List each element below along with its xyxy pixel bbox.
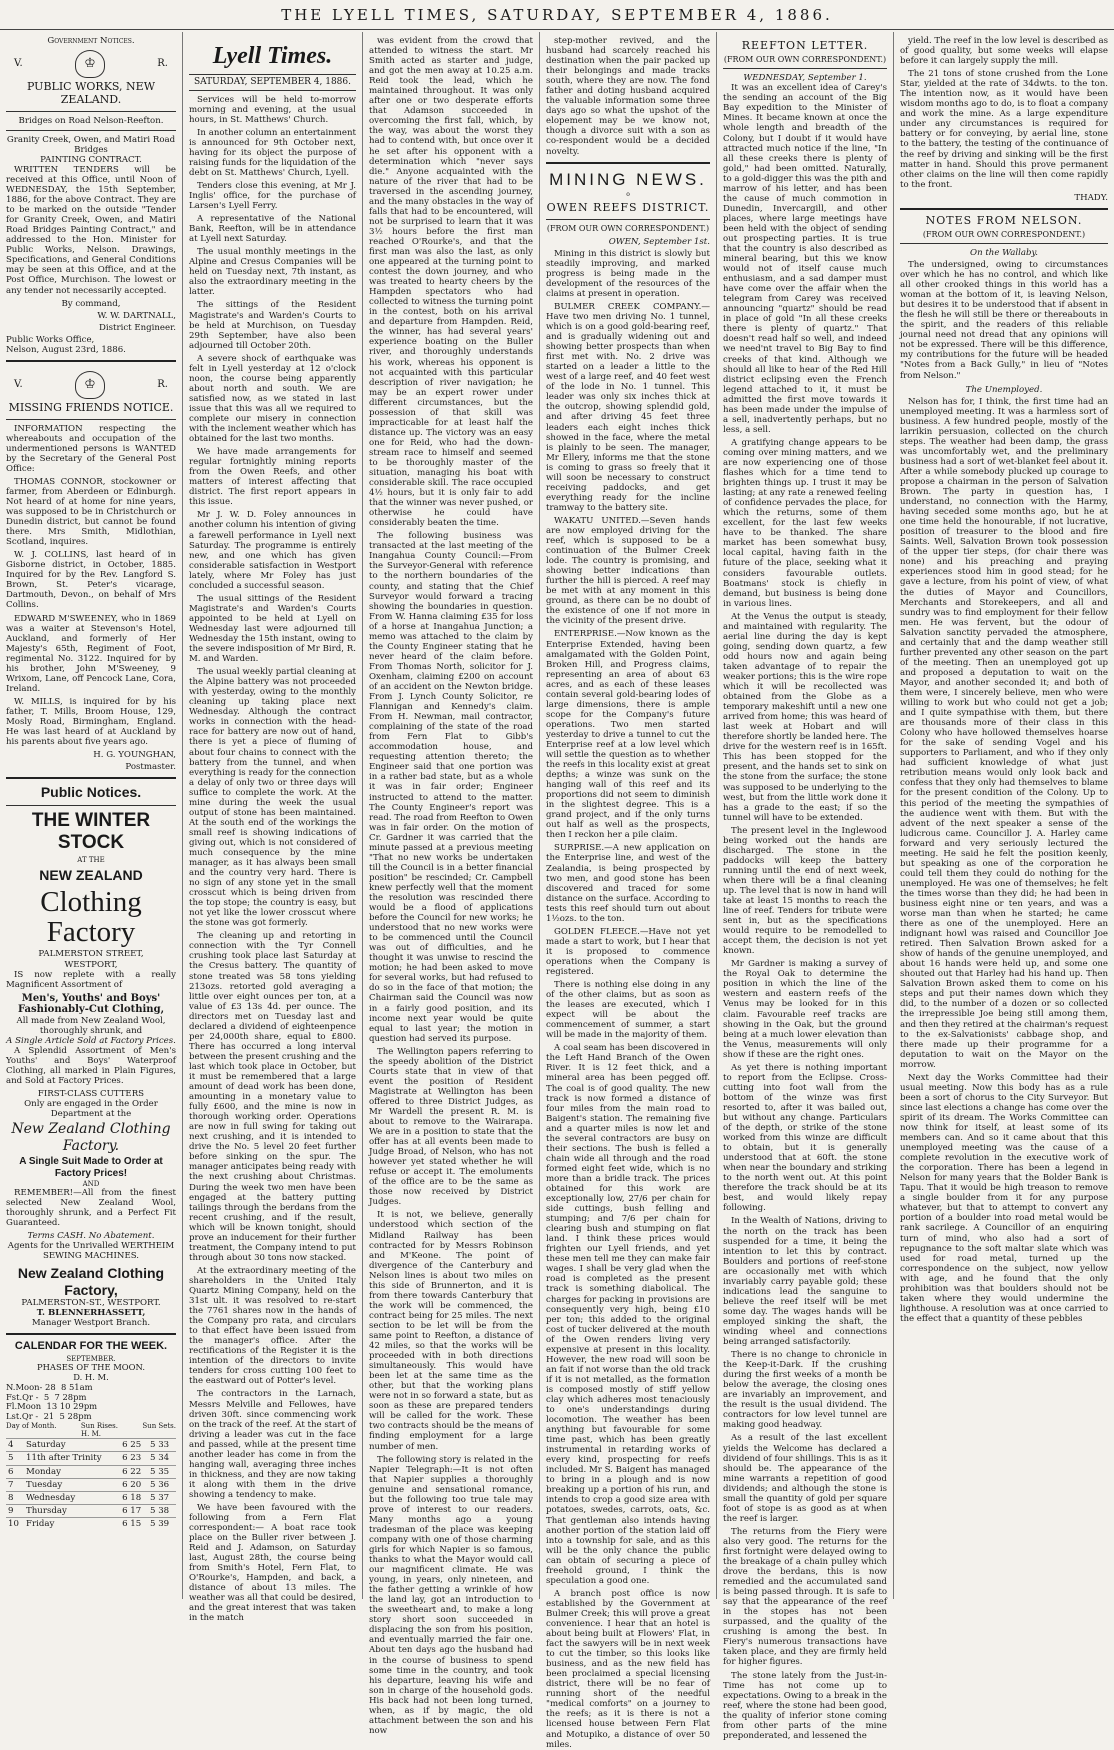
cal-col-rise: Sun Rises. <box>80 1422 118 1431</box>
ws-town: WESTPORT, <box>64 959 118 970</box>
col2-paragraph: The sittings of the Resident Magistrate's and Warden's Courts to be held at Murchison, on Tuesday 29th September, have also been adjourned till October 20th. <box>189 300 356 351</box>
ws-cf2: New Zealand Clothing Factory, <box>17 1265 165 1298</box>
crest-v: V. <box>14 58 23 70</box>
nelson-notes-title: NOTES FROM NELSON. <box>925 213 1083 227</box>
col4-top-paragraph: step-mother revived, and the husband had scarcely reached his destination when the pair packed up their belongings and made tracks south, where they are now. The fond father and doting husband acquired the valuable information some three days ago so what the upshot of the elopement may be we know not, though a divorce suit with a son as co-respondent would be a decided novelty. <box>546 36 710 157</box>
col6-unemployed-paragraph: Next day the Works Committee had their usual meeting. Now this body has as a rule been a sort of chorus to the City Surveyor. But since last elections a change has come over the spirit of its dream. The Works Committee can now think for itself, at least some of its members can. And so it came about that this unemployed meeting was the cause of a complete revolution in the executive work of the corporation. There has been a legend in Nelson for many years that the Bolder Bank is Tapu. That it would be high treason to remove a single boulder from it for any purpose whatever, but that to attempt to convert any portion of a boulder into road metal would be rank sacrilege. A Councillor of an enquiring turn of mind, who also had a sort of repugnance to the soft maltar slate which was used for road metal, turned up the correspondence on the subject, now yellow with age, and he found that the only prohibition was that boulders should not be taken where they would undermine the lighthouse. A resolution was at once carried to the effect that a quantity of these pebbles <box>900 1072 1108 1324</box>
cal-rise: 6 18 <box>120 1491 148 1504</box>
col5-paragraph: It was an excellent idea of Carey's the sending an account of the Big Bay expedition to the Minister of Mines. It became known at once the whole length and breadth of the Colony, but I doubt if it would have attracted much notice if the line, "In all these creeks there is plenty of gold," had been omitted. Naturally, to a gold-digger this was the pith and marrow of his letter, and has been the cause of much commotion in Dunedin, Invercargill, and other places, where large meetings have been held with the object of sending out prospecting parties. It is true that the country is also described as mineral bearing, but this we know would not of itself cause much enthusiasm, and a sad damper must have come over the affair when the telegram from Carey was received announcing "quartz" should be read in place of gold "In all these creeks there is plenty of quartz." That doesn't read half so well, and indeed we need'nt travel to Big Bay to find creeks of that kind. Although we should all like to hear of the Red Hill district eclipsing even the French legend attached to it, it must be admitted the first move towards it has been made under the impulse of a sell, inadvertently perhaps, but no less, a sell. <box>723 83 887 435</box>
cal-day: 5 <box>6 1452 24 1465</box>
pw-role: District Engineer. <box>98 322 176 333</box>
pw-name: W. W. DARTNALL, <box>97 310 176 321</box>
col6-paragraphs-1 <box>900 260 1108 381</box>
calendar-col-heads <box>6 1422 176 1430</box>
col2-paragraph: The usual sittings of the Resident Magistrate's and Warden's Courts appointed to be held at Lyell on Wednesday last were adjourned till Wednesday the 15th instant, owing to the severe indisposition of Mr Bird, R. M. and Warden. <box>189 593 356 665</box>
mining-date: OWEN, September 1st. <box>608 236 710 247</box>
mf-entry-1: THOMAS CONNOR, stockowner or farmer, from Aberdeen or Edinburgh. Not heard of at home for nine years, was supposed to be in Christchurch or Dunedin district, but cannot be found there. Mrs Smith, Midlothian, Scotland, inquires. <box>6 476 176 548</box>
thady-signature: THADY. <box>1074 192 1108 203</box>
col2-paragraph: The usual monthly meetings in the Alpine and Cresus Companies will be held on Tuesday next, 7th instant, as also the extraordinary meeting in the latter. <box>189 247 356 298</box>
nelson-corr: (FROM OUR OWN CORRESPONDENT.) <box>922 229 1086 239</box>
cal-set: 5 33 <box>148 1439 176 1452</box>
ws-agents: Agents for the Unrivalled WERTHEIM SEWING MACHINES. <box>7 1241 175 1262</box>
ws-remember: REMEMBER!—All from the finest selected New Zealand Wool, thoroughly shrunk, and a Perfect Fit Guaranteed. <box>6 1187 176 1228</box>
cal-set: 5 34 <box>148 1452 176 1465</box>
ws-nz: NEW ZEALAND <box>39 867 143 884</box>
nelson-sub2: The Unemployed. <box>965 384 1043 395</box>
calendar-month: SEPTEMBER. <box>66 1354 116 1363</box>
col4-top-paragraphs <box>546 36 710 157</box>
royal-crest-row <box>6 46 176 78</box>
col5-paragraph: As yet there is nothing important to report from the Eclipse. Cross-cutting into foot wall from the bottom of the winze was first resorted to, after it was bailed out, but without any change. Particulars of the depth, or strike of the stone worked from this winze are difficult to obtain, but it is generally understood that at 60ft. the stone when near the boundary and striking to the north went out. At this point therefore the track should be at its best, and would likely repay following. <box>723 1062 887 1214</box>
col4-paragraph: ENTERPRISE.—Now known as the Enterprise Extended, having been amalgamated with the Golden Point, Broken Hill, and Progress claims, representing an area of about 63 acres, and as each of these leases contain several gold-bearing lodes of large dimensions, there is ample scope for the Company's future operations. Two men started yesterday to drive a tunnel to cut the Enterprise reef at a low level which will settle the question as to whether the reefs in this locality exist at great depths; a winze was sunk on the hanging wall of this reef and its proportions did not seem to diminish in the slightest degree. This is a grand project, and if the only turns out half as well as the prospects, then I reckon her a pile claim. <box>546 629 710 841</box>
col5-paragraph: Mr Gardner is making a survey of the Royal Oak to determine the position in which the line of the western and eastern reefs of the Venus may be looked for in this claim. Favourable reef tracks are showing in the Oak, but the ground being at a much lower elevation than the Venus, measurements will only show if these are the right ones. <box>723 959 887 1060</box>
pw-date: Nelson, August 23rd, 1886. <box>6 344 126 355</box>
col2-paragraph: We have made arrangements for regular fortnightly mining reports from the Owen Reefs, and other matters of interest affecting that district. The first report appears in this issue. <box>189 447 356 508</box>
mf-entry-4: W. MILLS, is inquired for by his father, T. Mills, Broom House, 129, Mosly Road, Birmingham, England. He was last heard of at Auckland by his parents about five years ago. <box>6 696 176 748</box>
calendar-row <box>6 1491 176 1504</box>
page-masthead: THE LYELL TIMES, SATURDAY, SEPTEMBER 4, 1886. <box>0 0 1114 30</box>
column-2 <box>182 32 362 1624</box>
ws-at: AT THE <box>77 856 105 865</box>
cal-rise: 6 23 <box>120 1452 148 1465</box>
cal-day: 10 <box>6 1517 24 1530</box>
cal-dayname: Friday <box>24 1517 120 1530</box>
ws-title: THE WINTER STOCK <box>31 809 151 853</box>
ws-made: All made from New Zealand Wool, thoroughly shrunk, and <box>16 1016 166 1037</box>
calendar-row <box>6 1465 176 1478</box>
royal-crest-row-2 <box>6 367 176 399</box>
col4-paragraph: There is nothing else doing in any of the other claims, but as soon as the leases are executed, which I expect will be about the commencement of summer, a start will be made in the majority of them. <box>546 980 710 1041</box>
crest-v-2: V. <box>14 378 23 390</box>
col2-paragraph: The usual weekly partial cleaning at the Alpine battery was not proceeded with yesterday, owing to the monthly cleaning up taking place next Wednesday. Although the contract works in connection with the head-race for battery are now out of hand, there is yet a piece of fluming of about four chains to connect with the battery from the tunnel, and when everything is ready for the connection a delay of only two or three days will suffice to complete the work. At the mine during the week the usual output of stone has been maintained. At the south end of the workings the small reef is showing indications of giving out, which is not considered of much consequence by the mine manager, as it has always been small and the country very hard. There is no sign of any stone yet in the small crosscut which is being driven from the top stope; the country is easy, but not yet like the lower crosscut where the stone was got formerly. <box>189 667 356 929</box>
moon-phase-row: N.Moon- 28 8 51am <box>6 1381 93 1392</box>
ws-mens: Men's, Youths' and Boys' Fashionably-Cut Clothing, <box>17 992 165 1016</box>
pw-office: Public Works Office, <box>6 334 95 345</box>
public-notices-heading: Public Notices. <box>40 784 142 801</box>
cal-set: 5 39 <box>148 1517 176 1530</box>
columns <box>0 30 1114 1750</box>
calendar-row <box>6 1452 176 1465</box>
cal-dayname: 11th after Trinity <box>24 1452 120 1465</box>
ws-engaged: Only are engaged in the Order Department at the <box>24 1099 158 1120</box>
col4-paragraph: GOLDEN FLEECE.—Have not yet made a start to work, but I hear that it is proposed to commence operations when the Company is registered. <box>546 926 710 977</box>
cal-day: 9 <box>6 1504 24 1517</box>
cal-set: 5 38 <box>148 1504 176 1517</box>
col2-paragraph: Services will be held to-morrow morning and evening, at the usual hours, in St. Matthews' Church. <box>189 94 356 125</box>
col3-paragraph: The following story is related in the Napier Telegraph:—It is not often that Napier supplies a thoroughly genuine and sensational romance, but the following too true tale may prove of interest to our readers. Many months ago a young tradesman of the place was keeping company with one of those charming girls for which Napier is so famous, thanks to what the Mayor would call our magnificent climate. He was young, in years, only nineteen, and the father getting a wrinkle of how the land lay, got an introduction to the sweetheart and, to make a long story short soon succeeded in displacing the son from his position, and eventually married the fair one. About ten days ago the husband had in the course of business to spend some time in the country, and took his departure, leaving his wife and son in charge of the household gods. His back had not been long turned, when, as if by magic, the old attachment between the son and his now <box>369 1454 533 1736</box>
col2-paragraph: The cleaning up and retorting in connection with the Tyr Connell crushing took place last Saturday at the Cresus battery. The quantity of stone treated was 58 tons yielding 213ozs. retorted gold averaging a little over eight ounces per ton, at a value of £3 13s 4d. per ounce. The directors met on Tuesday last and declared a dividend of eighteenpence per 24,000th share, equal to £800. There has occurred a long interval between the present crushing and the last which took place in October, but it must be remembered that a large amount of dead work has been done, amounting in a monetary value to fully £600, and the mine is now in thorough working order. Operations are now in full swing for taking out next crushing, and it is intended to drive the No. 5 level 20 feet further before sinking on the spur. The manager anticipates being ready with the next crushing about Christmas. During the week two men have been engaged at the battery putting tailings through the berdans from the recent crushing, and if the result, which will be known tonight, should prove an inducement for their further treatment, the Company intend to put through about 30 tons now stacked. <box>189 931 356 1263</box>
mf-entry-3: EDWARD M'SWEENEY, who in 1869 was a waiter at Stevenson's Hotel, Auckland, and formerly of Her Majesty's 65th, Regiment of Foot, regimental No. 3122. Inquired for by his brother, John M'Sweeney, 9 Wrixom, Lane, off Pencock Lane, Cora, Ireland. <box>6 613 176 694</box>
cal-set: 5 35 <box>148 1465 176 1478</box>
column-6 <box>893 32 1114 1599</box>
mining-news-title: MINING NEWS. <box>549 169 707 189</box>
calendar-row <box>6 1439 176 1452</box>
cal-rise: 6 20 <box>120 1478 148 1491</box>
ws-nzcf: New Zealand Clothing Factory. <box>11 1121 171 1154</box>
cal-day: 4 <box>6 1439 24 1452</box>
royal-crest-icon-2: ♔ <box>75 371 105 399</box>
col5-paragraph: As a result of the last excellent yields the Welcome has declared a dividend of four shillings. This is as it should be. The appearance of the mine warrants a repetition of good dividends; and although the stone is small the quantity of gold per square foot of stope is as good as at when the reef is larger. <box>723 1433 887 1524</box>
mf-role: Postmaster. <box>125 762 176 773</box>
cal-set: 5 37 <box>148 1491 176 1504</box>
owen-reefs-heading: OWEN REEFS DISTRICT. <box>546 201 710 215</box>
cal-set: 5 36 <box>148 1478 176 1491</box>
reefton-corr: (FROM OUR OWN CORRESPONDENT.) <box>723 54 887 64</box>
cal-rise: 6 25 <box>120 1439 148 1452</box>
pw-title: PUBLIC WORKS, NEW ZEALAND. <box>26 80 156 106</box>
col3-paragraph: was evident from the crowd that attended to witness the start. Mr Smith acted as starter and judge, and got the men away at 10.25 a.m. Reid took the lead, which he maintained throughout. It was only after one or two desperate efforts that Adamson succeeded in overcoming the first fall, which, by the way, was about the worst they had to contend with, but once over it he set after his opponent with a determination which "never says die." Anyone acquainted with the nature of the river that had to be traversed in the ascending journey, and the many obstacles in the way of falls that had to be encountered, will not be surprised to learn that it was 3½ hours before the first man reached O'Rourke's, and that the first man was also the last, as only one appeared at the turning point to contest the down journey, and who was treated to hearty cheers by the Hampden spectators who had collected to witness the turning point in the contest, both on his arrival and departure from Hampden. Reid, the winner, has had several years' experience boating on the Buller river, and thoroughly understands his work, whereas his opponent is not acquainted with this particular description of river navigation; he may be an expert rower under different circumstances, but the possession of that skill was impracticable for at least half the distance up. The victory was an easy one for Reid, who had the down-stream race to himself and seemed to be thoroughly master of the situation, managing his boat with considerable skill. The race occupied 4½ hours, but it is only fair to add that the winner was never pushed, or otherwise he could have considerably beaten the time. <box>369 36 533 529</box>
column-4: step-mother revived, and the husband had scarcely reached his destination when the pair packed up their belongings and made tracks south, where they are now. The fond father and doting husband acquired the valuable information some three days ago so what the upshot of the elopement may be we know not, though a divorce suit with a son as co-respondent would be a decided novelty. MINING NEWS. o OWEN REEFS DISTRICT. (FROM OUR OWN CORRESPONDENT.) OWEN, September 1st. Mining in this district is slowly but steadily improving, and marked progress is being made in the development of the resources of the claims at present in operation. BULMER CREEK COMPANY.—Have two men driving No. 1 tunnel, which is on a good gold-bearing reef, and is gradually widening out and showing better prospects than when first met with. No. 2 drive was started on a leader a little to the west of a large reef, and 40 feet west of the lode in No. 1 tunnel. This leader was only six inches thick at the outcrop, showing splendid gold, and after driving 45 feet three leaders each eight inches thick showed in the face, where the metal is plainly to be seen. The manager, Mr Ellery, informs me that the stone is coming to grass so freely that it will soon be necessary to construct receiving paddocks, and get everything ready for the incline tramway to the battery site. WAKATU UNITED.—Seven hands are now employed driving for the reef, which is supposed to be a continuation of the Bulmer Creek lode. The country is promising, and showing better indications than further the hill is pierced. A reef may be met with at any moment in this ground, as there can be no doubt of the existence of one if not more in the vicinity of the present drive. ENTERPRISE.—Now known as the Enterprise Extended, having been amalgamated with the Golden Point, Broken Hill, and Progress claims, representing an area of about 63 acres, and as each of these leases contain several gold-bearing lodes of large dimensions, there is ample scope for the Company's future operations. Two men started yesterday to drive a tunnel to cut the Enterprise reef at a low level which will settle the question as to whether the reefs in this locality exist at great depths; a winze was sunk on the hanging wall of this reef and its proportions did not seem to diminish in the slightest degree. This is a grand project, and if the only turns out half as well as the prospects, then I reckon her a pile claim. SURPRISE.—A new application on the Enterprise line, and west of the Zealandia, is being prospected by two men, and good stone has been discovered and traced for some distance on the surface. According to tests this reef should turn out about 1½ozs. to the ton. GOLDEN FLEECE.—Have not yet made a start to work, but I hear that it is proposed to commence operations when the Company is registered. There is nothing else doing in any of the other claims, but as soon as the leases are executed, which I expect will be about the commencement of summer, a start will be made in the majority of them. A coal seam has been discovered in the Left Hand Branch of the Owen River. It is 12 feet thick, and a mineral area has been pegged off. The coal is of good quality. The new track is now formed a distance of four miles from the main road to Baigent's station. The remaining five and a quarter miles is now let and the several contractors are busy on their sections. The bush is felled a chain wide all through and the road formed eight feet wide, which is no more than a bridle track. The prices obtained for this work are exceptionally low, 27/6 per chain for side cuttings, bush felling and stumping; and 7/6 per chain for clearing bush and stumping on flat land. I think these prices would frighten our Lyell friends, and yet these men tell me they can make fair wages. I shall be very glad when the road is completed as the present track is something diabolical. The charges for packing in provisions are consequently very high, being £10 per ton; this added to the original cost of tucker delivered at the mouth of the Owen renders living very expensive at present in this locality. However, the new road will soon be an fait if not worse than the old track if it is not metalled, as the formation is composed mostly of stiff yellow clay which adheres most tenaciously to one's understandings during locomotion. The weather has been anything but favourable for some time past, which has been greatly instrumental in retarding works of every kind, prospecting for reefs included. Mr S. Baigent has managed to bring in a plough and is now breaking up a portion of his run, and intends to crop a good size area with potatoes, swedes, carrots, oats, &c. That gentleman also intends having another portion of the station laid off into a township for sale, and as this will be the only chance the public can obtain of securing a piece of freehold ground, I think the speculation a good one. A branch post office is now established by the Government at Bulmer Creek; this will prove a great convenience. I hear that an hotel is about being built at Flowers' Flat, in fact the sawyers will be in next week to cut the timber, so this looks like business, and as the new field has been proclaimed a special licensing district, there will be no fear of running short of the needful "medical comforts" on a journey to the reefs; as it is there is not a licensed house between Fern Flat and Motupiko, a distance of over 50 miles. <box>539 32 716 1599</box>
col2-paragraph: A severe shock of earthquake was felt in Lyell yesterday at 12 o'clock noon, the course being apparently about north and south. We are satisfied now, as we stated in last issue that this was all we required to complete our misery in connection with the inclement weather which has obtained for the last two months. <box>189 353 356 445</box>
col4-paragraph: BULMER CREEK COMPANY.—Have two men driving No. 1 tunnel, which is on a good gold-bearing reef, and is gradually widening out and showing better prospects than when first met with. No. 2 drive was started on a leader a little to the west of a large reef, and 40 feet west of the lode in No. 1 tunnel. This leader was only six inches thick at the outcrop, showing splendid gold, and after driving 45 feet three leaders each eight inches thick showed in the face, where the metal is plainly to be seen. The manager, Mr Ellery, informs me that the stone is coming to grass so freely that it will soon be necessary to construct receiving paddocks, and get everything ready for the incline tramway to the battery site. <box>546 301 710 513</box>
col4-paragraph: A branch post office is now established by the Government at Bulmer Creek; this will prove a great convenience. I hear that an hotel is about being built at Flowers' Flat, in fact the sawyers will be in next week to cut the timber, so this looks like business, and as the new field has been proclaimed a special licensing district, there will be no fear of running short of the needful "medical comforts" on a journey to the reefs; as it is there is not a licensed house between Fern Flat and Motupiko, a distance of over 50 miles. <box>546 1588 710 1750</box>
col5-paragraph: The returns from the Fiery were also very good. The returns for the first fortnight were delayed owing to the breakage of a chain pulley which drove the berdans, this is now remedied and the accumulated sand is being passed through. It is safe to say that the appearance of the reef in the stopes has not been surpassed, and the quality of the crushing is among the best. In Fiery's numerous transactions have taken place, and they are firmly held for higher figures. <box>723 1526 887 1668</box>
col6-top-paragraph: The 21 tons of stone crushed from the Lone Star, yielded at the rate of 34dwts. to the ton. The intention now, as it would have been wisdom months ago to do, is to float a company and work the mine. As a large expenditure under any circumstances is required for battery or for conveying, by aerial line, stone to the battery, the testing of the continuance of the reef by driving and sinking will be the first matter in hand. Should this prove permanent other claims on the line will then come rapidly to the front. <box>900 69 1108 190</box>
col5-paragraphs <box>723 83 887 1741</box>
cal-hm: H. M. <box>81 1430 101 1439</box>
mf-title: MISSING FRIENDS NOTICE. <box>8 400 174 414</box>
pw-sub1: Bridges on Road Nelson-Reefton. <box>18 115 164 126</box>
calendar-title: CALENDAR FOR THE WEEK. <box>14 1340 168 1353</box>
col4-paragraphs <box>546 249 710 1750</box>
newspaper-flag: Lyell Times. <box>212 43 333 69</box>
col5-paragraph: The present level in the Inglewood being worked out the hands are discharged. The stone in the paddocks will keep the battery running until the end of next week, when there will be a final cleaning up. The level that is now in hand will take at least 15 months to reach the line of reef. Tenders for tribute were sent in, but as the specifications would require to be remodelled to accept them, the decision is not yet known. <box>723 825 887 957</box>
col3-paragraph: The Wellington papers referring to the speedy abolition of the District Courts state that in view of that event the position of Resident Magistrate at Wellington has been offered to three District Judges, as Mr Wardell the present R. M. is about to remove to the Wairarapa. We are in a position to state that the offer has at all events been made to Judge Broad, of Nelson, who has not however yet stated whether he will refuse or accept it. The emoluments of the office are to be the same as those now received by District Judges. <box>369 1046 533 1208</box>
column-3 <box>362 32 539 1736</box>
moon-phase-row: Lst.Qr - 21 5 28pm <box>6 1411 92 1422</box>
cal-dayname: Monday <box>24 1465 120 1478</box>
column-1 <box>0 32 182 1599</box>
column-5 <box>716 32 893 1741</box>
col3-paragraph: It is not, we believe, generally understood which section of the Midland Railway has been contracted for by Messrs Robinson and M'Keone. The point of divergence of the Canterbury and Nelson lines is about two miles on this side of Brunnerton, and it is from there towards Canterbury that the work will be commenced, the contract being for 25 miles. The next section to be let will be from the same point to Reefton, a distance of 42 miles, so that the works will be proceeded with in both directions simultaneously. This would have been let at the same time as the other, but that the working plans were not in so forward a state, but as soon as these are prepared tenders will be called for the work. These two contracts should be the means of finding employment for a large number of men. <box>369 1210 533 1452</box>
col2-paragraph: At the extraordinary meeting of the shareholders in the United Italy Quartz Mining Company, held on the 31st ult. it was resolved to re-start the 7761 shares now in the hands of the Company pro rata, and circulars to that effect have been issued from the manager's office. After the rectifications of the Register it is the intention of the directors to invite tenders for cross cutting 100 feet to the eastward out of Potter's level. <box>189 1265 356 1387</box>
crest-r: R. <box>157 58 168 70</box>
col2-paragraph: Tenders close this evening, at Mr J. Inglis' office, for the purchase of Larsen's Lyell Ferry. <box>189 180 356 212</box>
col2-paragraph: The contractors in the Larnach, Messrs Melville and Fellowes, have driven 30ft. since commencing work on the track of the reef. At the start of driving a leader was cut in the face and passed, while at the present time another leader has come in from the hanging wall, averaging three inches in thickness, and they are now taking it along with them in the drive showing a tendency to make. <box>189 1389 356 1500</box>
col5-paragraph: There is no change to chronicle in the Keep-it-Dark. If the crushing during the first weeks of a month be below the average, the closing ones are invariably an improvement, and the result is the usual dividend. The contractors for low level tunnel are making good headway. <box>723 1350 887 1431</box>
col3-paragraph: The following business was transacted at the last meeting of the Inangahua County Council:—From the Surveyor-General with reference to the northern boundaries of the county, and stating that the Chief Surveyor would forward a tracing showing the boundaries in question. From W. Hanna claiming £35 for loss of a horse at Inangahua Junction; a memo was attached to the claim by the County Engineer stating that he never heard of the claim before. From Thomas North, solicitor for J. Oxenham, claiming £200 on account of an accident on the Newton bridge. From J. Lynch County Solicitor, re Flannigan and Kennedy's claim. From H. Newman, mail contractor, complaining of the state of the road from Fern Flat to Gibb's accommodation house, and requesting attention thereto; the Engineer said that one portion was in a rather bad state, but as a whole it was in fair order; Engineer instructed to attend to the matter. The County Engineer's report was read. The road from Reefton to Owen was in fair order. On the motion of Cr. Gardner it was carried that the minute passed at a previous meeting "That no new works be undertaken till the Council is in a better financial position" be rescinded; Cr. Campbell knew perfectly well that the moment the resolution was rescinded there would be a flood of applications before the Council for new works; he understood that no new works were to be commenced until the Council was out of difficulties, and he thought it was unwise to rescind the motion; he had been asked to move for several works, but had refused to do so in the face of that motion; the Chairman said the Council was now in a fairly good position, and its income next year would be quite equal to last year; the motion in question had served its purpose. <box>369 531 533 1044</box>
col2-paragraph: In another column an entertainment is announced for 9th October next, having for its object the purpose of raising funds for the liquidation of the debt on St. Matthews' Church, Lyell. <box>189 127 356 178</box>
cal-day: 6 <box>6 1465 24 1478</box>
col3-paragraphs <box>369 36 533 1736</box>
cal-day: 8 <box>6 1491 24 1504</box>
cal-dayname: Saturday <box>24 1439 120 1452</box>
mf-entry-2: W. J. COLLINS, last heard of in Gisborne district, in October, 1885. Inquired for by the Rev. Langford S. Brown, St. Peter's vicarage, Dartmouth, Devon., on behalf of Mrs Collins. <box>6 550 176 611</box>
ws-manager-role: Manager Westport Branch. <box>31 1317 151 1328</box>
ws-single: A Single Article Sold at Factory Prices. <box>6 1036 176 1047</box>
col5-paragraph: At the Venus the output is steady, and maintained with regularity. The aerial line during the day is kept going, sending down quartz, a few odd hours now and again being taken advantage of to repair the weaker portions; this is the wire rope which it will be recollected was obtained from the Globe as a temporary makeshift until a new one arrived from home; this was heard of last week at Hobart and will therefore shortly be landed here. The drive for the western reef is in 165ft. This has been stopped for the present, and the hands set to sink on the stone from the surface; the stone was supposed to be underlying to the west, but from the little work done it has a grade to the east; if so the tunnel will have to be extended. <box>723 611 887 823</box>
crest-r-2: R. <box>157 378 168 390</box>
ws-clothing-factory: Clothing Factory <box>40 885 142 949</box>
pw-body: WRITTEN TENDERS will be received at this Office, until Noon of WEDNESDAY, the 15th September, 1886, for the above Contract. They are to be marked on the outside "Tender for Granity Creek, Owen, and Matiri Road Bridges Painting Contract," and addressed to the Hon. Minister for Public Works, Nelson. Drawings, Specifications, and General Conditions may be seen at this Office, and at the Post Office, Murchison. The lowest or any tender not necessarily accepted. <box>6 164 176 296</box>
ws-manager: T. BLENNERHASSETT, <box>36 1307 146 1318</box>
mining-corr: (FROM OUR OWN CORRESPONDENT.) <box>546 224 710 234</box>
ws-splendid: A Splendid Assortment of Men's Youths' and Boys' Waterproof Clothing, all marked in Plain Figures, and Sold at Factory Prices. <box>6 1046 176 1087</box>
mf-body: INFORMATION respecting the whereabouts and occupation of the undermentioned persons is WANTED by the Secretary of the General Post Office: <box>6 423 176 474</box>
moon-phase-row: Fl.Moon 13 10 29pm <box>6 1401 98 1412</box>
ws-cutters: FIRST-CLASS CUTTERS <box>37 1089 145 1100</box>
col5-paragraph: The stone lately from the Just-in-Time has not come up to expectations. Owing to a break in the reef, where the stone had been good, the quality of inferior stone coming from other parts of the mine preponderated, and lessened the <box>723 1670 887 1741</box>
col2-paragraph: Mr J. W. D. Foley announces in another column his intention of giving a farewell performance in Lyell next Saturday. The programme is entirely new, and one which has given considerable satisfaction in Westport lately, where Mr Foley has just concluded a successful season. <box>189 510 356 591</box>
moon-phase-row: Fst.Qr - 5 7 28pm <box>6 1391 87 1402</box>
cal-col-set: Sun Sets. <box>142 1422 176 1431</box>
ws-street: PALMERSTON STREET, <box>38 949 144 960</box>
ws-addr2: PALMERSTON-ST., WESTPORT. <box>21 1297 161 1308</box>
col2-paragraph: We have been favoured with the following from a Fern Flat correspondent:— A boat race took place on the Buller river between J. Reid and J. Adamson, on Saturday last, August 28th, the course being from Smith's Hotel, Fern Flat, to O'Rourke's, Hampden, and back, a distance of about 13 miles. The weather was all that could be desired, and the great interest that was taken in the match <box>189 1502 356 1624</box>
col2-paragraphs <box>189 95 356 1624</box>
col4-paragraph: SURPRISE.—A new application on the Enterprise line, and west of the Zealandia, is being prospected by two men, and good stone has been discovered and traced for some distance on the surface. According to tests this reef should turn out about 1½ozs. to the ton. <box>546 843 710 924</box>
col6-wallaby-paragraph: The undersigned, owing to circumstances over which he has no control, and which like all other crooked things in this world has a woman at the bottom of it, is leaving Nelson, but desires it to be understood that if absent in the flesh he will still be there or thereabouts in the spirit, and the readers of this reliable journal need not dread that any opinions will not be expressed. There will be this difference, my contributions for the future will be headed "Notes from a Back Gully," in lieu of "Notes from Nelson." <box>900 260 1108 381</box>
cal-day: 7 <box>6 1478 24 1491</box>
pw-sub3: PAINTING CONTRACT. <box>40 154 142 165</box>
ws-and: AND <box>82 1179 100 1188</box>
gov-notices-heading: Government Notices. <box>47 36 135 46</box>
col4-paragraph: A coal seam has been discovered in the Left Hand Branch of the Owen River. It is 12 feet thick, and a mineral area has been pegged off. The coal is of good quality. The new track is now formed a distance of four miles from the main road to Baigent's station. The remaining five and a quarter miles is now let and the several contractors are busy on their sections. The bush is felled a chain wide all through and the road formed eight feet wide, which is no more than a bridle track. The prices obtained for this work are exceptionally low, 27/6 per chain for side cuttings, bush felling and stumping; and 7/6 per chain for clearing bush and stumping on flat land. I think these prices would frighten our Lyell friends, and yet these men tell me they can make fair wages. I shall be very glad when the road is completed as the present track is something diabolical. The charges for packing in provisions are consequently very high, being £10 per ton; this added to the original cost of tucker delivered at the mouth of the Owen renders living very expensive at present in this locality. However, the new road will soon be an fait if not worse than the old track if it is not metalled, as the formation is composed mostly of stiff yellow clay which adheres most tenaciously to one's understandings during locomotion. The weather has been anything but favourable for some time past, which has been greatly instrumental in retarding works of every kind, prospecting for reefs included. Mr S. Baigent has managed to bring in a plough and is now breaking up a portion of his run, and intends to crop a good size area with potatoes, swedes, carrots, oats, &c. That gentleman also intends having another portion of the station laid off into a township for sale, and as this will be the only chance the public can obtain of securing a piece of freehold ground, I think the speculation a good one. <box>546 1043 710 1586</box>
col6-top-paragraphs <box>900 36 1108 190</box>
calendar-table <box>6 1438 176 1529</box>
calendar-row <box>6 1504 176 1517</box>
col6-paragraphs-2 <box>900 397 1108 1324</box>
calendar-row <box>6 1478 176 1491</box>
cal-rise: 6 22 <box>120 1465 148 1478</box>
royal-crest-icon: ♔ <box>75 50 105 78</box>
col6-unemployed-paragraph: Nelson has for, I think, the first time had an unemployed meeting. It was a harmless sort of business. A few hundred people, mostly of the larrikin persuasion, collected on the church steps. The weather had been damp, the grass was uncomfortably wet, and the preliminary business had a sort of wet-blanket feel about it. After a while somebody plucked up courage to propose a chairman in the person of Salvation Brown. The party in question has, I understand, no connection with the Harmy, having seceded some months ago, but he at one time held the honourable, if not lucrative, position of treasurer to the blood and fire Saints. Well, Salvation Brown took possession of the upper tier steps, (for chair there was none) and his preaching and praying experiences stood him in good stead; for he gave a lecture, from his point of view, of what the duties of Mayor and Councillors, Merchants and Storekeepers, and all and sundry was to find employment for their fellow men. He was fervent, but the odour of Salvation sanctity pervaded the atmosphere, and certainly that and the damp weather still further prevented any other season on the part of the meeting. Then an unemployed got up and proposed a deputation to wait on the Mayor, and another seconded it; and both of them were, I sincerely believe, men who were willing to work but who could not get a job; and I quite sympathise with them, but there are thousands more of their class in this Colony who have hollowed themselves hoarse for the sake of sending Vogel and his supporters to Parliament, and who if they only had sufficient knowledge of what just retribution means would only look back and confess that they only had themselves to blame for the present condition of the Colony. Up to this period of the meeting the sympathies of the audience went with them. But with the advent of the next speaker a sense of the ludicrous came. Councillor J. A. Harley came forward and very seriously lectured the meeting. He said he felt the position keenly, but speaking as one of the corporation he could tell them they could do nothing for the unemployed. He was one of themselves; he felt the times worse than they did; he had been in business eight nine or ten years, and was a worse man than when he started; he came there as one of the unemployed. Here an indignant howl was raised and Councillor Joe retired. Then Salvation Brown asked for a show of hands of the genuine unemployed, and about 16 hands were held up, and some one shouted out that Harley had his hand up. Then Salvation Brown asked them to come on his steps and put their names down which they did, to the number of a dozen or so collected the irrepressible Joe being still among them, and then they retired at the chairman's request to the ex-Salvationists' cabbage shop, and there made up their programme for a deputation to wait on the Mayor on the morrow. <box>900 396 1108 1070</box>
reefton-letter-title: REEFTON LETTER. <box>741 39 869 52</box>
cal-col-day: Day of Month. <box>6 1422 57 1431</box>
col2-paragraph: A representative of the National Bank, Reefton, will be in attendance at Lyell next Saturday. <box>189 214 356 245</box>
col5-paragraph: In the Wealth of Nations, driving to the north on the track has been suspended for a time, it being the intention to let this by contract. Boulders and portions of reef-stone are occasionally met with which invariably carry payable gold; these indications lead the sanguine to believe the reef itself will be met some day. The wages hands will be employed sinking the shaft, the winding wheel and connections being arranged satisfactorily. <box>723 1216 887 1348</box>
cal-dayname: Thursday <box>24 1504 120 1517</box>
moon-dhm: D. H. M. <box>73 1371 109 1382</box>
leader-dateline: SATURDAY, SEPTEMBER 4, 1886. <box>189 74 356 91</box>
col4-paragraph: WAKATU UNITED.—Seven hands are now employed driving for the reef, which is supposed to be a continuation of the Bulmer Creek lode. The country is promising, and showing better indications than further the hill is pierced. A reef may be met with at any moment in this ground, as there can be no doubt of the existence of one if not more in the vicinity of the present drive. <box>546 515 710 627</box>
cal-dayname: Tuesday <box>24 1478 120 1491</box>
cal-rise: 6 17 <box>120 1504 148 1517</box>
moon-phases-heading: PHASES OF THE MOON. <box>36 1362 145 1373</box>
ws-terms: Terms CASH. No Abatement. <box>27 1230 155 1241</box>
cal-rise: 6 15 <box>120 1517 148 1530</box>
col5-paragraph: A gratifying change appears to be coming over mining matters, and we are now experiencing one of those flashes which for a time tend to brighten things up. I trust it may be lasting; at any rate a renewed feeling of confidence pervades the place, for which the returns, some of them excellent, for the last few weeks have to be thanked. The share market has been somewhat busy, local capital, having faith in the future of the place, seeking what it considers favourable outlets. Boatmans' stock is chiefly in demand, but business is being done in various lines. <box>723 437 887 609</box>
ws-suit: A Single Suit Made to Order at Factory Prices! <box>19 1156 163 1179</box>
pw-sub2: Granity Creek, Owen, and Matiri Road Bridges <box>6 134 176 155</box>
col4-paragraph: Mining in this district is slowly but steadily improving, and marked progress is being made in the development of the resources of the claims at present in operation. <box>546 248 710 299</box>
pw-command: By command, <box>61 298 121 309</box>
cal-dayname: Wednesday <box>24 1491 120 1504</box>
col6-top-paragraph: yield. The reef in the low level is described as of good quality, but some weeks will elapse before it can largely supply the mill. <box>900 36 1108 67</box>
mf-name: H. G. YOUNGHAN, <box>93 750 176 761</box>
ws-body: IS now replete with a really Magnificent Assortment of <box>6 969 176 990</box>
calendar-row <box>6 1517 176 1530</box>
reefton-date: WEDNESDAY, September 1. <box>743 73 867 84</box>
moon-phases-list <box>6 1383 176 1422</box>
nelson-sub1: On the Wallaby. <box>970 247 1038 258</box>
